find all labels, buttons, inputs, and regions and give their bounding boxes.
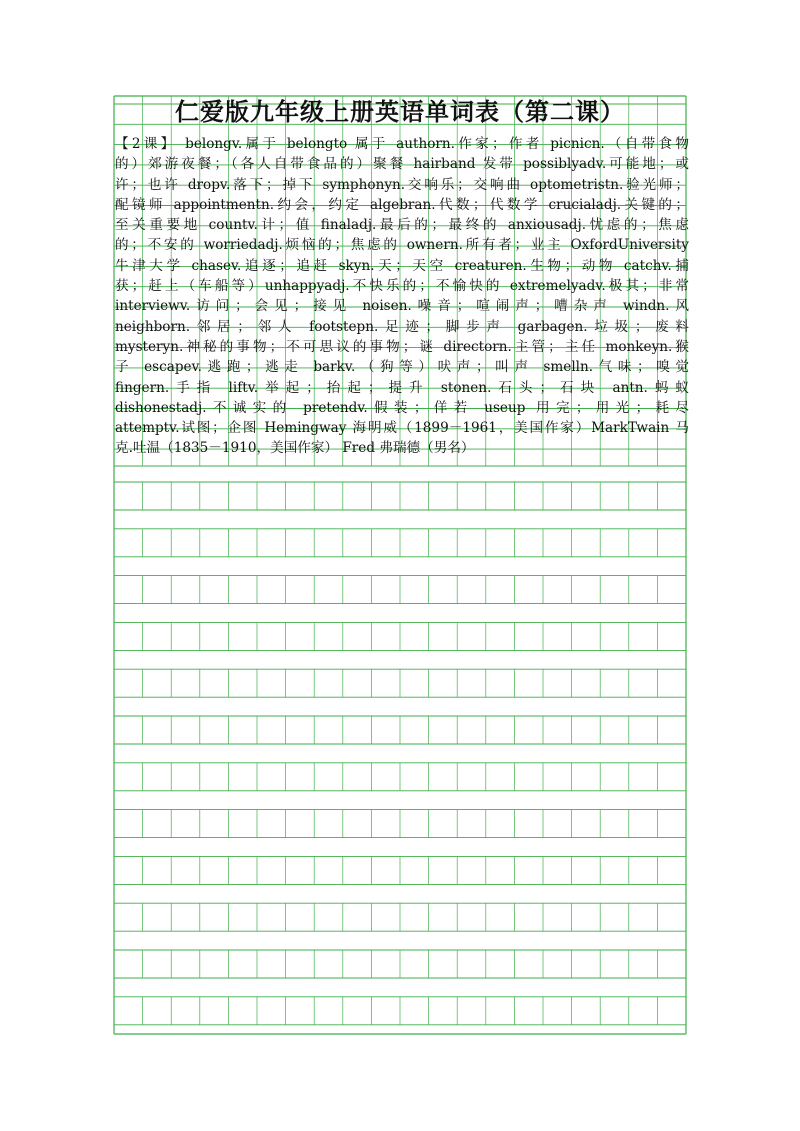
text-line: 子 escapev.逃跑；逃走 barkv.（狗等）吠声；叫声 smelln.气味；嗅觉 [115, 359, 689, 376]
text-line: 的）郊游夜餐；（各人自带食品的）聚餐 hairband 发带 possiblyadv.可能地；或 [115, 156, 689, 173]
text-line: 牛津大学 chasev.追逐；追赶 skyn.天；天空 creaturen.生物；动物 catchv.捕 [115, 257, 689, 274]
text-line: dishonestadj.不诚实的 pretendv.假装；佯若 useup 用完；用光；耗尽 [115, 399, 689, 416]
text-line: 获；赶上（车船等）unhappyadj.不快乐的；不愉快的 extremelyadv.极其；非常 [115, 278, 689, 295]
text-line: 克.吐温（1835－1910，美国作家） Fred 弗瑞德（男名） [115, 440, 475, 457]
vocabulary-text [115, 134, 689, 459]
text-line: 至关重要地 countv.计；值 finaladj.最后的；最终的 anxiousadj.忧虑的；焦虑 [115, 217, 689, 234]
text-line: fingern.手指 liftv.举起；抬起；提升 stonen.石头；石块 antn.蚂蚁 [115, 379, 689, 396]
page-title: 仁爱版九年级上册英语单词表（第二课） [175, 98, 625, 126]
text-line: attemptv.试图；企图 Hemingway 海明威（1899－1961，美国作家）MarkTwain 马 [115, 420, 689, 437]
text-line: 【2课】 belongv.属于 belongto 属于 authorn.作家；作者 picnicn.（自带食物 [115, 136, 689, 152]
text-line: 许；也许 dropv.落下；掉下 symphonyn.交响乐；交响曲 optometristn.验光师； [115, 176, 689, 193]
text-line: 的；不安的 worriedadj.烦恼的；焦虑的 ownern.所有者；业主 OxfordUniversity [115, 237, 689, 254]
text-line: interviewv.访问；会见；接见 noisen.噪音；喧闹声；嘈杂声 windn.风 [115, 298, 689, 315]
text-line: neighborn.邻居；邻人 footstepn.足迹；脚步声 garbagen.垃圾；废料 [115, 318, 689, 335]
text-line: 配镜师 appointmentn.约会，约定 algebran.代数；代数学 crucialadj.关键的； [115, 196, 689, 213]
text-line: mysteryn.神秘的事物；不可思议的事物；谜 directorn.主管；主任 monkeyn.猴 [115, 338, 689, 355]
